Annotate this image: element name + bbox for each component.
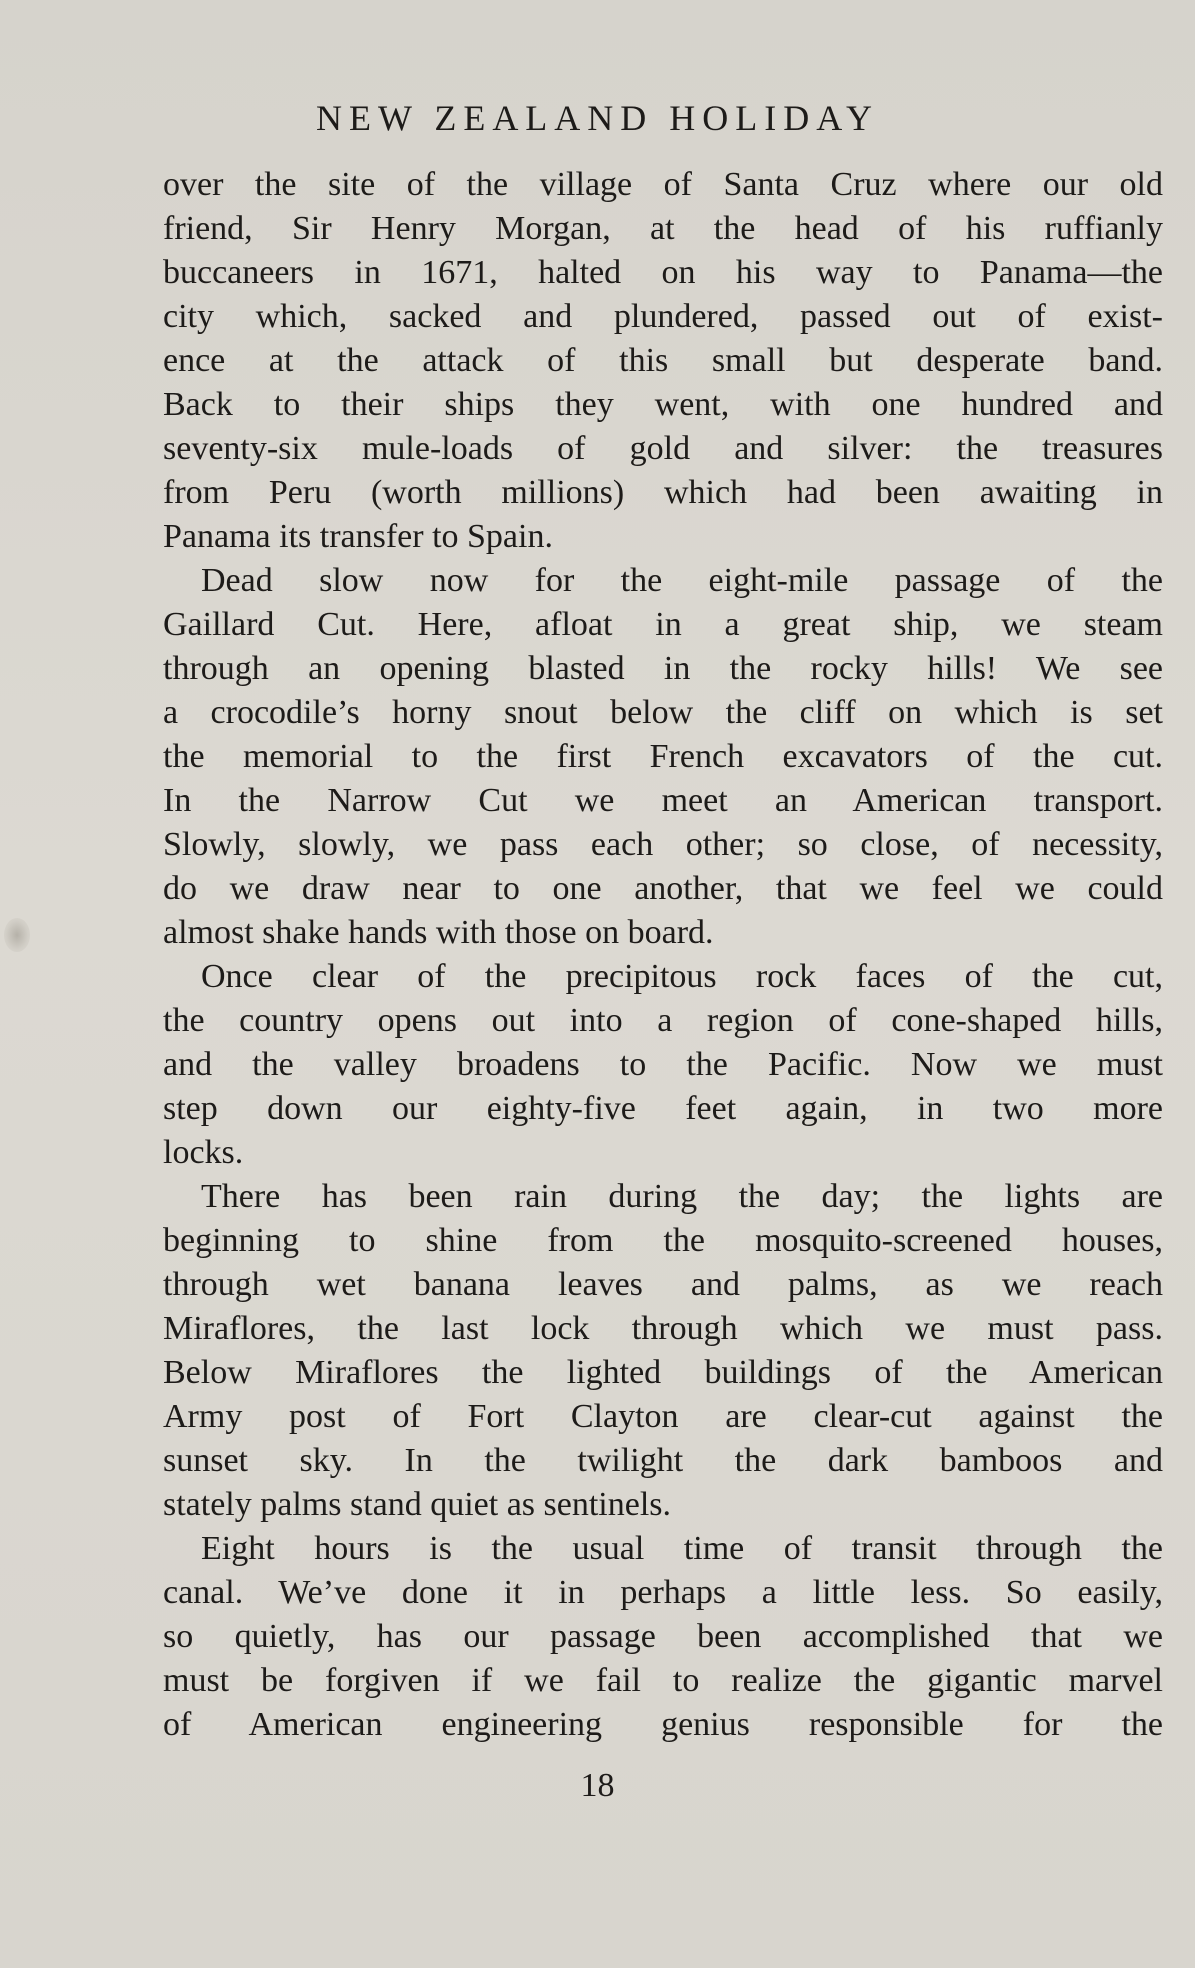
text-line: canal. We’ve done it in perhaps a little less. So easily,	[163, 1574, 1163, 1611]
text-line: city which, sacked and plundered, passed out of exist-	[163, 298, 1163, 335]
text-line: beginning to shine from the mosquito-screened houses,	[163, 1222, 1163, 1259]
text-line: Below Miraflores the lighted buildings of the American	[163, 1354, 1163, 1391]
text-line: ence at the attack of this small but desperate band.	[163, 342, 1163, 379]
text-line: buccaneers in 1671, halted on his way to Panama—the	[163, 254, 1163, 291]
text-line: of American engineering genius responsible for the	[163, 1706, 1163, 1743]
text-line: Panama its transfer to Spain.	[163, 518, 553, 555]
text-line: friend, Sir Henry Morgan, at the head of his ruffianly	[163, 210, 1163, 247]
page-smudge	[4, 918, 30, 952]
text-line: step down our eighty-five feet again, in two more	[163, 1090, 1163, 1127]
text-line: Dead slow now for the eight-mile passage of the	[201, 562, 1163, 599]
text-line: stately palms stand quiet as sentinels.	[163, 1486, 672, 1523]
text-line: There has been rain during the day; the lights are	[201, 1178, 1163, 1215]
text-line: almost shake hands with those on board.	[163, 914, 714, 951]
text-line: the country opens out into a region of cone-shaped hills,	[163, 1002, 1163, 1039]
text-line: and the valley broadens to the Pacific. Now we must	[163, 1046, 1163, 1083]
text-line: through an opening blasted in the rocky hills! We see	[163, 650, 1163, 687]
text-line: do we draw near to one another, that we feel we could	[163, 870, 1163, 907]
text-line: from Peru (worth millions) which had been awaiting in	[163, 474, 1163, 511]
text-line: over the site of the village of Santa Cruz where our old	[163, 166, 1163, 203]
text-line: Back to their ships they went, with one hundred and	[163, 386, 1163, 423]
text-line: sunset sky. In the twilight the dark bamboos and	[163, 1442, 1163, 1479]
text-line: Gaillard Cut. Here, afloat in a great ship, we steam	[163, 606, 1163, 643]
page-number: 18	[580, 1767, 615, 1804]
text-line: Army post of Fort Clayton are clear-cut against the	[163, 1398, 1163, 1435]
text-line: so quietly, has our passage been accomplished that we	[163, 1618, 1163, 1655]
text-line: Miraflores, the last lock through which we must pass.	[163, 1310, 1163, 1347]
text-line: a crocodile’s horny snout below the cliff on which is set	[163, 694, 1163, 731]
text-line: through wet banana leaves and palms, as we reach	[163, 1266, 1163, 1303]
body-text	[163, 163, 1163, 1747]
text-line: locks.	[163, 1134, 244, 1171]
text-line: Eight hours is the usual time of transit through the	[201, 1530, 1163, 1567]
text-line: must be forgiven if we fail to realize the gigantic marvel	[163, 1662, 1163, 1699]
text-line: the memorial to the first French excavators of the cut.	[163, 738, 1163, 775]
text-line: In the Narrow Cut we meet an American transport.	[163, 782, 1163, 819]
text-line: seventy-six mule-loads of gold and silver: the treasures	[163, 430, 1163, 467]
text-line: Slowly, slowly, we pass each other; so close, of necessity,	[163, 826, 1163, 863]
running-head: NEW ZEALAND HOLIDAY	[316, 98, 879, 138]
text-line: Once clear of the precipitous rock faces of the cut,	[201, 958, 1163, 995]
